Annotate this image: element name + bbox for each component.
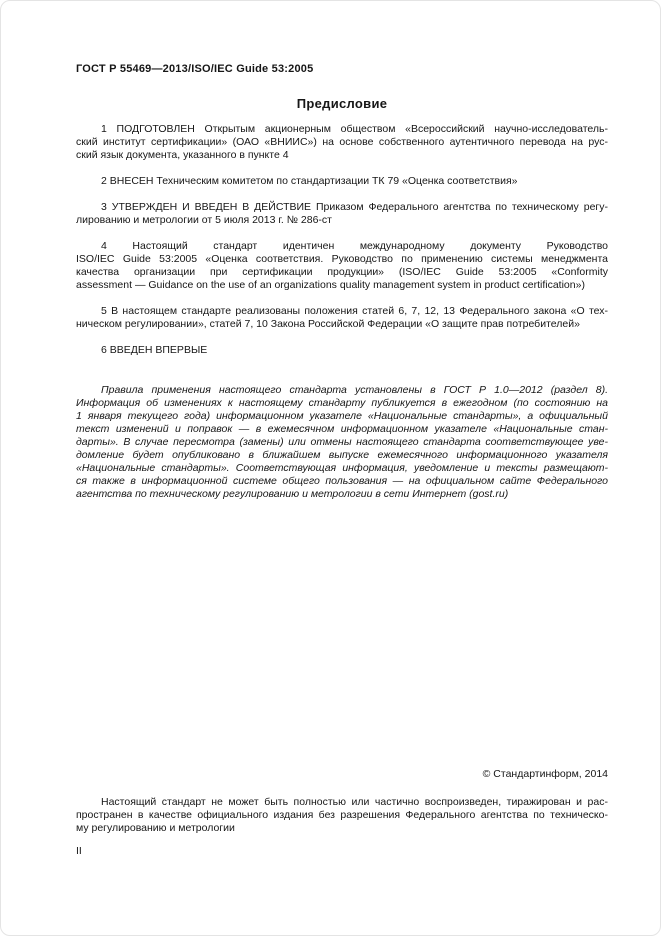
page-number: II: [76, 845, 82, 857]
text-line: Правила применения настоящего стандарта установлены в ГОСТ Р 1.0—2012 (раздел 8).: [101, 384, 608, 396]
page-content: [1, 1, 660, 858]
text-line: 5 В настоящем стандарте реализованы положения статей 6, 7, 12, 13 Федерального закона «О тех-: [101, 305, 608, 317]
text-line: assessment — Guidance on the use of an organizations quality management system in product certification»): [76, 279, 585, 291]
text-line: «Национальные стандарты». Соответствующая информация, уведомление и тексты размещают-: [76, 462, 608, 474]
text-line: му регулированию и метрологии: [76, 822, 235, 834]
text-line: ническом регулировании», статей 7, 10 Закона Российской Федерации «О защите прав потребителей»: [76, 318, 580, 330]
text-line: Информация об изменениях к настоящему стандарту публикуется в ежегодном (по состоянию на: [76, 397, 608, 409]
text-line: 4 Настоящий стандарт идентичен международному документу Руководство: [101, 240, 608, 252]
text-line: пространен в качестве официального издания без разрешения Федерального агентства по техническо-: [76, 809, 608, 821]
foreword-paragraph-3: [76, 201, 608, 227]
text-line: 1 января текущего года) информационном указателе «Национальные стандарты», а официальный: [76, 410, 608, 422]
text-line: дарты». В случае пересмотра (замены) или отмены настоящего стандарта соответствующее уве-: [76, 436, 608, 448]
text-line: домление будет опубликовано в ближайшем выпуске ежемесячного информационного указателя: [76, 449, 608, 461]
text-line: лированию и метрологии от 5 июля 2013 г. № 286-ст: [76, 214, 332, 226]
text-line: 1 ПОДГОТОВЛЕН Открытым акционерным обществом «Всероссийский научно-исследователь-: [101, 123, 608, 135]
text-line: 3 УТВЕРЖДЕН И ВВЕДЕН В ДЕЙСТВИЕ Приказом Федерального агентства по техническому регу-: [101, 201, 608, 213]
foreword-paragraph-6: [76, 344, 608, 357]
text-line: 2 ВНЕСЕН Техническим комитетом по стандартизации ТК 79 «Оценка соответствия»: [101, 175, 518, 187]
standard-designation: ГОСТ Р 55469—2013/ISO/IEC Guide 53:2005: [76, 63, 314, 75]
text-line: ся также в информационной системе общего пользования — на официальном сайте Федерального: [76, 475, 608, 487]
foreword-paragraph-2: [76, 175, 608, 188]
text-line: качества организации при сертификации продукции» (ISO/IEC Guide 53:2005 «Conformity: [76, 266, 608, 278]
foreword-paragraph-4: [76, 240, 608, 292]
text-line: ISO/IEC Guide 53:2005 «Оценка соответствия. Руководство по применению системы менеджмента: [76, 253, 608, 265]
text-line: ский институт сертификации» (ОАО «ВНИИС») на основе собственного аутентичного перевода на рус-: [76, 136, 608, 148]
text-line: Настоящий стандарт не может быть полностью или частично воспроизведен, тиражирован и рас-: [101, 796, 608, 808]
text-line: текст изменений и поправок — в ежемесячном информационном указателе «Национальные стан-: [76, 423, 608, 435]
page-title: Предисловие: [296, 96, 388, 111]
foreword-paragraph-1: [76, 123, 608, 162]
distribution-restriction-note: [76, 796, 608, 835]
text-line: агентства по техническому регулированию и метрологии в сети Интернет (gost.ru): [76, 488, 509, 500]
foreword-paragraph-5: [76, 305, 608, 331]
text-line: 6 ВВЕДЕН ВПЕРВЫЕ: [101, 344, 208, 356]
application-rules-note: [76, 384, 608, 501]
copyright-notice: © Стандартинформ, 2014: [482, 768, 608, 780]
text-line: ский язык документа, указанного в пункте 4: [76, 149, 289, 161]
